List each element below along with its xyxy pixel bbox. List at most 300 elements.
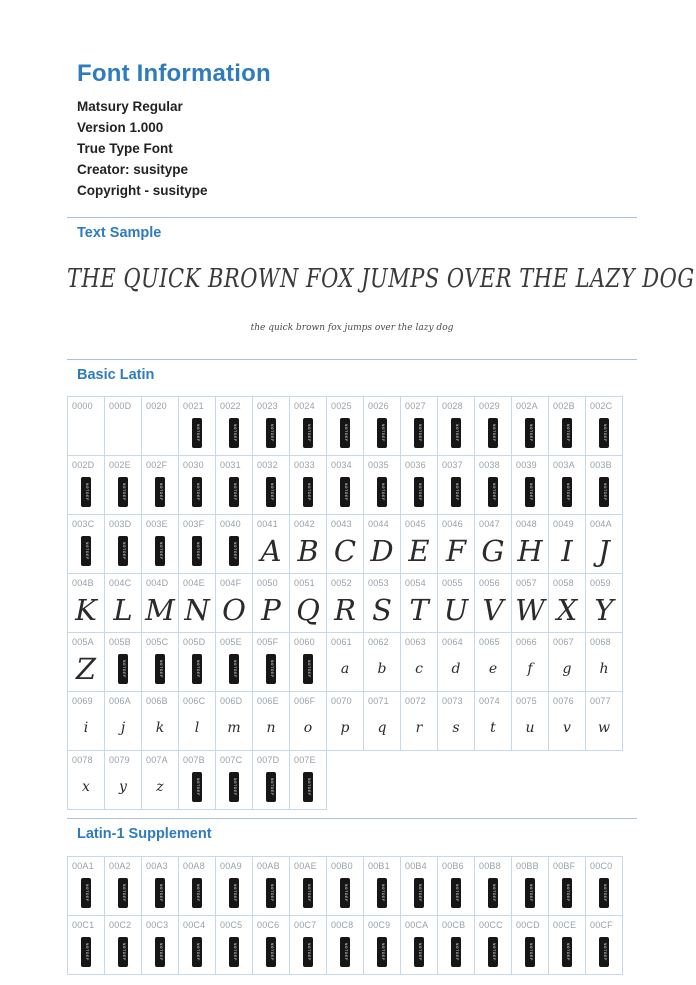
- glyph-cell: [252, 691, 290, 751]
- notdef-box-text: NOTDEF: [269, 423, 273, 442]
- notdef-box: [229, 654, 239, 684]
- glyph-sample: C: [333, 533, 357, 568]
- glyph-area: [142, 411, 178, 455]
- notdef-box: [599, 418, 609, 448]
- notdef-box: [266, 772, 276, 802]
- glyph-area: [586, 529, 622, 573]
- glyph-area: [68, 871, 104, 915]
- notdef-box: [303, 477, 313, 507]
- glyph-cell: [326, 691, 364, 751]
- glyph-cell: [474, 915, 512, 975]
- glyph-code-label: 0051: [294, 578, 315, 588]
- notdef-box-text: NOTDEF: [232, 482, 236, 501]
- glyph-area: [364, 470, 400, 514]
- glyph-area: [401, 588, 437, 632]
- notdef-box: [155, 654, 165, 684]
- notdef-box-text: NOTDEF: [269, 482, 273, 501]
- glyph-area: [401, 930, 437, 974]
- glyph-cell: [141, 396, 179, 456]
- notdef-box: [414, 418, 424, 448]
- glyph-cell: [215, 455, 253, 515]
- glyph-sample: s: [452, 720, 460, 736]
- glyph-code-label: 0028: [442, 401, 463, 411]
- notdef-box: [229, 772, 239, 802]
- glyph-sample: T: [409, 592, 429, 627]
- glyph-area: [401, 647, 437, 691]
- notdef-box: [192, 536, 202, 566]
- notdef-box: [562, 477, 572, 507]
- glyph-code-label: 000D: [109, 401, 132, 411]
- glyph-cell: [585, 632, 623, 692]
- notdef-box: [451, 937, 461, 967]
- glyph-cell: [104, 514, 142, 574]
- glyph-code-label: 003F: [183, 519, 205, 529]
- glyph-code-label: 00A3: [146, 861, 168, 871]
- glyph-grid-row: [67, 633, 637, 692]
- glyph-area: [549, 871, 585, 915]
- glyph-sample: h: [599, 661, 609, 677]
- glyph-cell: [104, 573, 142, 633]
- glyph-area: [364, 930, 400, 974]
- glyph-cell: [437, 691, 475, 751]
- glyph-sample: k: [155, 720, 165, 736]
- notdef-box-text: NOTDEF: [121, 482, 125, 501]
- glyph-area: [586, 588, 622, 632]
- notdef-box: [192, 937, 202, 967]
- glyph-cell: [141, 573, 179, 633]
- glyph-code-label: 002F: [146, 460, 168, 470]
- glyph-code-label: 00C5: [220, 920, 243, 930]
- notdef-box: [303, 772, 313, 802]
- glyph-area: [216, 588, 252, 632]
- glyph-code-label: 0021: [183, 401, 204, 411]
- glyph-cell: [104, 691, 142, 751]
- glyph-cell: [400, 632, 438, 692]
- glyph-code-label: 00C9: [368, 920, 391, 930]
- glyph-sample: z: [156, 779, 164, 795]
- glyph-cell: [511, 915, 549, 975]
- glyph-area: [105, 765, 141, 809]
- glyph-cell: [400, 691, 438, 751]
- glyph-sample: g: [562, 661, 572, 677]
- glyph-area: [216, 529, 252, 573]
- glyph-code-label: 00CD: [516, 920, 540, 930]
- glyph-sample: r: [415, 720, 423, 736]
- glyph-area: [438, 871, 474, 915]
- glyph-cell: [252, 632, 290, 692]
- notdef-box: [155, 878, 165, 908]
- glyph-cell: [289, 455, 327, 515]
- glyph-code-label: 00B4: [405, 861, 427, 871]
- glyph-sample: W: [515, 592, 545, 627]
- glyph-area: [290, 470, 326, 514]
- glyph-code-label: 0063: [405, 637, 426, 647]
- glyph-grid: [67, 856, 637, 975]
- section-divider: [67, 359, 637, 360]
- glyph-code-label: 0041: [257, 519, 278, 529]
- glyph-cell: [400, 396, 438, 456]
- glyph-area: [327, 706, 363, 750]
- glyph-cell: [585, 573, 623, 633]
- glyph-code-label: 00AE: [294, 861, 317, 871]
- notdef-box-text: NOTDEF: [417, 883, 421, 902]
- notdef-box-text: NOTDEF: [306, 777, 310, 796]
- glyph-cell: [585, 455, 623, 515]
- glyph-cell: [474, 396, 512, 456]
- glyph-area: [216, 647, 252, 691]
- glyph-code-label: 00BB: [516, 861, 539, 871]
- glyph-grid-row: [67, 856, 637, 916]
- glyph-sample: B: [297, 533, 319, 568]
- glyph-area: [68, 765, 104, 809]
- glyph-sample: t: [490, 720, 496, 736]
- glyph-area: [512, 411, 548, 455]
- glyph-area: [512, 871, 548, 915]
- notdef-box: [414, 878, 424, 908]
- notdef-box: [118, 878, 128, 908]
- notdef-box-text: NOTDEF: [380, 423, 384, 442]
- notdef-box: [266, 418, 276, 448]
- glyph-code-label: 005F: [257, 637, 279, 647]
- glyph-sample: A: [260, 533, 282, 568]
- glyph-cell: [215, 915, 253, 975]
- glyph-sample: n: [266, 720, 276, 736]
- glyph-cell: [511, 455, 549, 515]
- notdef-box-text: NOTDEF: [417, 423, 421, 442]
- glyph-area: [512, 930, 548, 974]
- glyph-cell: [437, 455, 475, 515]
- glyph-cell: [215, 396, 253, 456]
- font-copyright: Copyright - susitype: [77, 183, 208, 198]
- glyph-code-label: 0029: [479, 401, 500, 411]
- glyph-area: [364, 411, 400, 455]
- notdef-box-text: NOTDEF: [343, 942, 347, 961]
- glyph-cell: [363, 455, 401, 515]
- glyph-cell: [474, 856, 512, 916]
- glyph-code-label: 0073: [442, 696, 463, 706]
- notdef-box: [118, 654, 128, 684]
- notdef-box-text: NOTDEF: [528, 942, 532, 961]
- glyph-cell: [400, 915, 438, 975]
- glyph-cell: [178, 915, 216, 975]
- glyph-area: [438, 411, 474, 455]
- glyph-area: [475, 647, 511, 691]
- glyph-code-label: 0050: [257, 578, 278, 588]
- glyph-sample: J: [598, 533, 610, 568]
- glyph-area: [327, 588, 363, 632]
- glyph-area: [290, 411, 326, 455]
- glyph-cell: [141, 514, 179, 574]
- glyph-code-label: 0046: [442, 519, 463, 529]
- notdef-box: [488, 418, 498, 448]
- glyph-area: [327, 647, 363, 691]
- glyph-cell: [178, 455, 216, 515]
- glyph-area: [549, 411, 585, 455]
- notdef-box-text: NOTDEF: [232, 659, 236, 678]
- glyph-sample: a: [340, 661, 350, 677]
- glyph-code-label: 002E: [109, 460, 131, 470]
- glyph-code-label: 0044: [368, 519, 389, 529]
- glyph-cell: [400, 455, 438, 515]
- glyph-cell: [474, 455, 512, 515]
- notdef-box-text: NOTDEF: [84, 482, 88, 501]
- glyph-code-label: 0071: [368, 696, 389, 706]
- glyph-cell: [363, 915, 401, 975]
- glyph-cell: [400, 514, 438, 574]
- glyph-cell: [437, 514, 475, 574]
- glyph-code-label: 0074: [479, 696, 500, 706]
- glyph-area: [586, 871, 622, 915]
- glyph-area: [253, 529, 289, 573]
- notdef-box-text: NOTDEF: [158, 541, 162, 560]
- glyph-area: [253, 765, 289, 809]
- glyph-code-label: 0020: [146, 401, 167, 411]
- glyph-cell: [67, 514, 105, 574]
- basic-latin-heading: Basic Latin: [77, 367, 155, 383]
- font-type: True Type Font: [77, 141, 173, 156]
- glyph-code-label: 0069: [72, 696, 93, 706]
- glyph-cell: [548, 573, 586, 633]
- sample-lowercase-line: the quick brown fox jumps over the lazy dog: [250, 323, 454, 333]
- glyph-cell: [548, 915, 586, 975]
- glyph-code-label: 0035: [368, 460, 389, 470]
- glyph-area: [105, 647, 141, 691]
- glyph-cell: [511, 856, 549, 916]
- notdef-box: [266, 654, 276, 684]
- glyph-code-label: 003E: [146, 519, 168, 529]
- notdef-box-text: NOTDEF: [565, 482, 569, 501]
- glyph-cell: [178, 573, 216, 633]
- glyph-sample: w: [598, 720, 610, 736]
- notdef-box-text: NOTDEF: [528, 482, 532, 501]
- glyph-cell: [67, 915, 105, 975]
- glyph-area: [216, 411, 252, 455]
- notdef-box-text: NOTDEF: [528, 423, 532, 442]
- glyph-code-label: 00B8: [479, 861, 501, 871]
- glyph-grid: [67, 396, 637, 810]
- glyph-cell: [252, 573, 290, 633]
- glyph-sample: K: [75, 592, 97, 627]
- glyph-code-label: 007B: [183, 755, 205, 765]
- glyph-code-label: 0036: [405, 460, 426, 470]
- glyph-code-label: 005B: [109, 637, 131, 647]
- glyph-cell: [326, 856, 364, 916]
- glyph-cell: [400, 856, 438, 916]
- glyph-code-label: 003C: [72, 519, 95, 529]
- glyph-cell: [252, 915, 290, 975]
- glyph-area: [253, 706, 289, 750]
- glyph-cell: [437, 915, 475, 975]
- glyph-area: [142, 706, 178, 750]
- glyph-code-label: 0078: [72, 755, 93, 765]
- notdef-box-text: NOTDEF: [417, 482, 421, 501]
- glyph-code-label: 00C6: [257, 920, 280, 930]
- glyph-code-label: 0065: [479, 637, 500, 647]
- notdef-box-text: NOTDEF: [269, 659, 273, 678]
- glyph-sample: U: [443, 592, 469, 627]
- glyph-code-label: 0022: [220, 401, 241, 411]
- notdef-box: [229, 536, 239, 566]
- glyph-code-label: 00A1: [72, 861, 94, 871]
- glyph-cell: [104, 856, 142, 916]
- glyph-sample: V: [482, 592, 504, 627]
- notdef-box: [377, 937, 387, 967]
- glyph-sample: Q: [296, 592, 320, 627]
- glyph-cell: [67, 750, 105, 810]
- glyph-area: [512, 470, 548, 514]
- glyph-area: [68, 647, 104, 691]
- glyph-cell: [363, 573, 401, 633]
- notdef-box-text: NOTDEF: [454, 942, 458, 961]
- glyph-code-label: 0027: [405, 401, 426, 411]
- glyph-cell: [289, 396, 327, 456]
- notdef-box: [488, 937, 498, 967]
- notdef-box: [340, 878, 350, 908]
- notdef-box-text: NOTDEF: [565, 883, 569, 902]
- glyph-code-label: 006D: [220, 696, 243, 706]
- glyph-cell: [215, 691, 253, 751]
- glyph-cell: [215, 750, 253, 810]
- notdef-box-text: NOTDEF: [343, 482, 347, 501]
- glyph-cell: [474, 573, 512, 633]
- glyph-code-label: 0070: [331, 696, 352, 706]
- notdef-box-text: NOTDEF: [602, 482, 606, 501]
- glyph-area: [586, 411, 622, 455]
- glyph-cell: [511, 514, 549, 574]
- glyph-code-label: 0059: [590, 578, 611, 588]
- notdef-box-text: NOTDEF: [602, 942, 606, 961]
- glyph-sample: f: [527, 661, 533, 677]
- glyph-area: [68, 706, 104, 750]
- glyph-sample: e: [488, 661, 498, 677]
- glyph-cell: [363, 856, 401, 916]
- glyph-area: [253, 647, 289, 691]
- glyph-code-label: 0023: [257, 401, 278, 411]
- glyph-area: [549, 647, 585, 691]
- notdef-box-text: NOTDEF: [121, 942, 125, 961]
- glyph-code-label: 0077: [590, 696, 611, 706]
- notdef-box-text: NOTDEF: [565, 942, 569, 961]
- notdef-box: [562, 878, 572, 908]
- notdef-box-text: NOTDEF: [195, 541, 199, 560]
- glyph-area: [216, 765, 252, 809]
- glyph-code-label: 006C: [183, 696, 206, 706]
- glyph-cell: [585, 691, 623, 751]
- glyph-area: [364, 706, 400, 750]
- glyph-code-label: 00C2: [109, 920, 132, 930]
- glyph-code-label: 0079: [109, 755, 130, 765]
- glyph-area: [327, 470, 363, 514]
- glyph-code-label: 0049: [553, 519, 574, 529]
- notdef-box-text: NOTDEF: [195, 777, 199, 796]
- glyph-cell: [215, 632, 253, 692]
- glyph-area: [438, 529, 474, 573]
- glyph-cell: [252, 750, 290, 810]
- glyph-code-label: 00A8: [183, 861, 205, 871]
- glyph-code-label: 0024: [294, 401, 315, 411]
- notdef-box: [525, 418, 535, 448]
- glyph-code-label: 006F: [294, 696, 316, 706]
- glyph-cell: [215, 573, 253, 633]
- glyph-cell: [326, 573, 364, 633]
- glyph-sample: l: [194, 720, 200, 736]
- notdef-box-text: NOTDEF: [232, 883, 236, 902]
- notdef-box: [562, 418, 572, 448]
- glyph-cell: [548, 514, 586, 574]
- glyph-area: [216, 871, 252, 915]
- notdef-box-text: NOTDEF: [121, 659, 125, 678]
- glyph-code-label: 004C: [109, 578, 132, 588]
- notdef-box-text: NOTDEF: [269, 777, 273, 796]
- glyph-cell: [326, 514, 364, 574]
- notdef-box: [599, 937, 609, 967]
- notdef-box-text: NOTDEF: [491, 423, 495, 442]
- glyph-area: [142, 765, 178, 809]
- notdef-box: [562, 937, 572, 967]
- glyph-sample: b: [377, 661, 387, 677]
- glyph-code-label: 007E: [294, 755, 316, 765]
- glyph-sample: N: [184, 592, 210, 627]
- glyph-sample: x: [82, 779, 90, 795]
- notdef-box-text: NOTDEF: [343, 883, 347, 902]
- glyph-code-label: 0047: [479, 519, 500, 529]
- glyph-sample: Z: [75, 651, 97, 686]
- glyph-code-label: 0039: [516, 460, 537, 470]
- glyph-sample: I: [561, 533, 573, 568]
- notdef-box: [525, 937, 535, 967]
- notdef-box-text: NOTDEF: [306, 482, 310, 501]
- notdef-box-text: NOTDEF: [158, 659, 162, 678]
- notdef-box-text: NOTDEF: [306, 883, 310, 902]
- glyph-area: [142, 470, 178, 514]
- glyph-area: [401, 411, 437, 455]
- glyph-area: [364, 871, 400, 915]
- section-divider: [67, 818, 637, 819]
- glyph-cell: [511, 573, 549, 633]
- glyph-cell: [67, 396, 105, 456]
- glyph-cell: [585, 514, 623, 574]
- notdef-box-text: NOTDEF: [491, 883, 495, 902]
- notdef-box: [192, 772, 202, 802]
- glyph-code-label: 006A: [109, 696, 131, 706]
- glyph-area: [401, 529, 437, 573]
- glyph-area: [142, 930, 178, 974]
- glyph-cell: [326, 632, 364, 692]
- glyph-cell: [141, 856, 179, 916]
- glyph-sample: S: [372, 592, 392, 627]
- glyph-area: [68, 470, 104, 514]
- glyph-code-label: 003A: [553, 460, 575, 470]
- notdef-box-text: NOTDEF: [195, 942, 199, 961]
- glyph-area: [68, 588, 104, 632]
- notdef-box-text: NOTDEF: [491, 482, 495, 501]
- glyph-cell: [67, 691, 105, 751]
- notdef-box-text: NOTDEF: [232, 942, 236, 961]
- glyph-cell: [326, 396, 364, 456]
- glyph-code-label: 002D: [72, 460, 95, 470]
- notdef-box-text: NOTDEF: [565, 423, 569, 442]
- glyph-area: [290, 930, 326, 974]
- glyph-code-label: 00B1: [368, 861, 390, 871]
- glyph-code-label: 00C8: [331, 920, 354, 930]
- glyph-code-label: 0034: [331, 460, 352, 470]
- glyph-cell: [363, 396, 401, 456]
- glyph-code-label: 0057: [516, 578, 537, 588]
- glyph-code-label: 0075: [516, 696, 537, 706]
- glyph-code-label: 00C0: [590, 861, 613, 871]
- notdef-box-text: NOTDEF: [158, 883, 162, 902]
- glyph-grid-row: [67, 692, 637, 751]
